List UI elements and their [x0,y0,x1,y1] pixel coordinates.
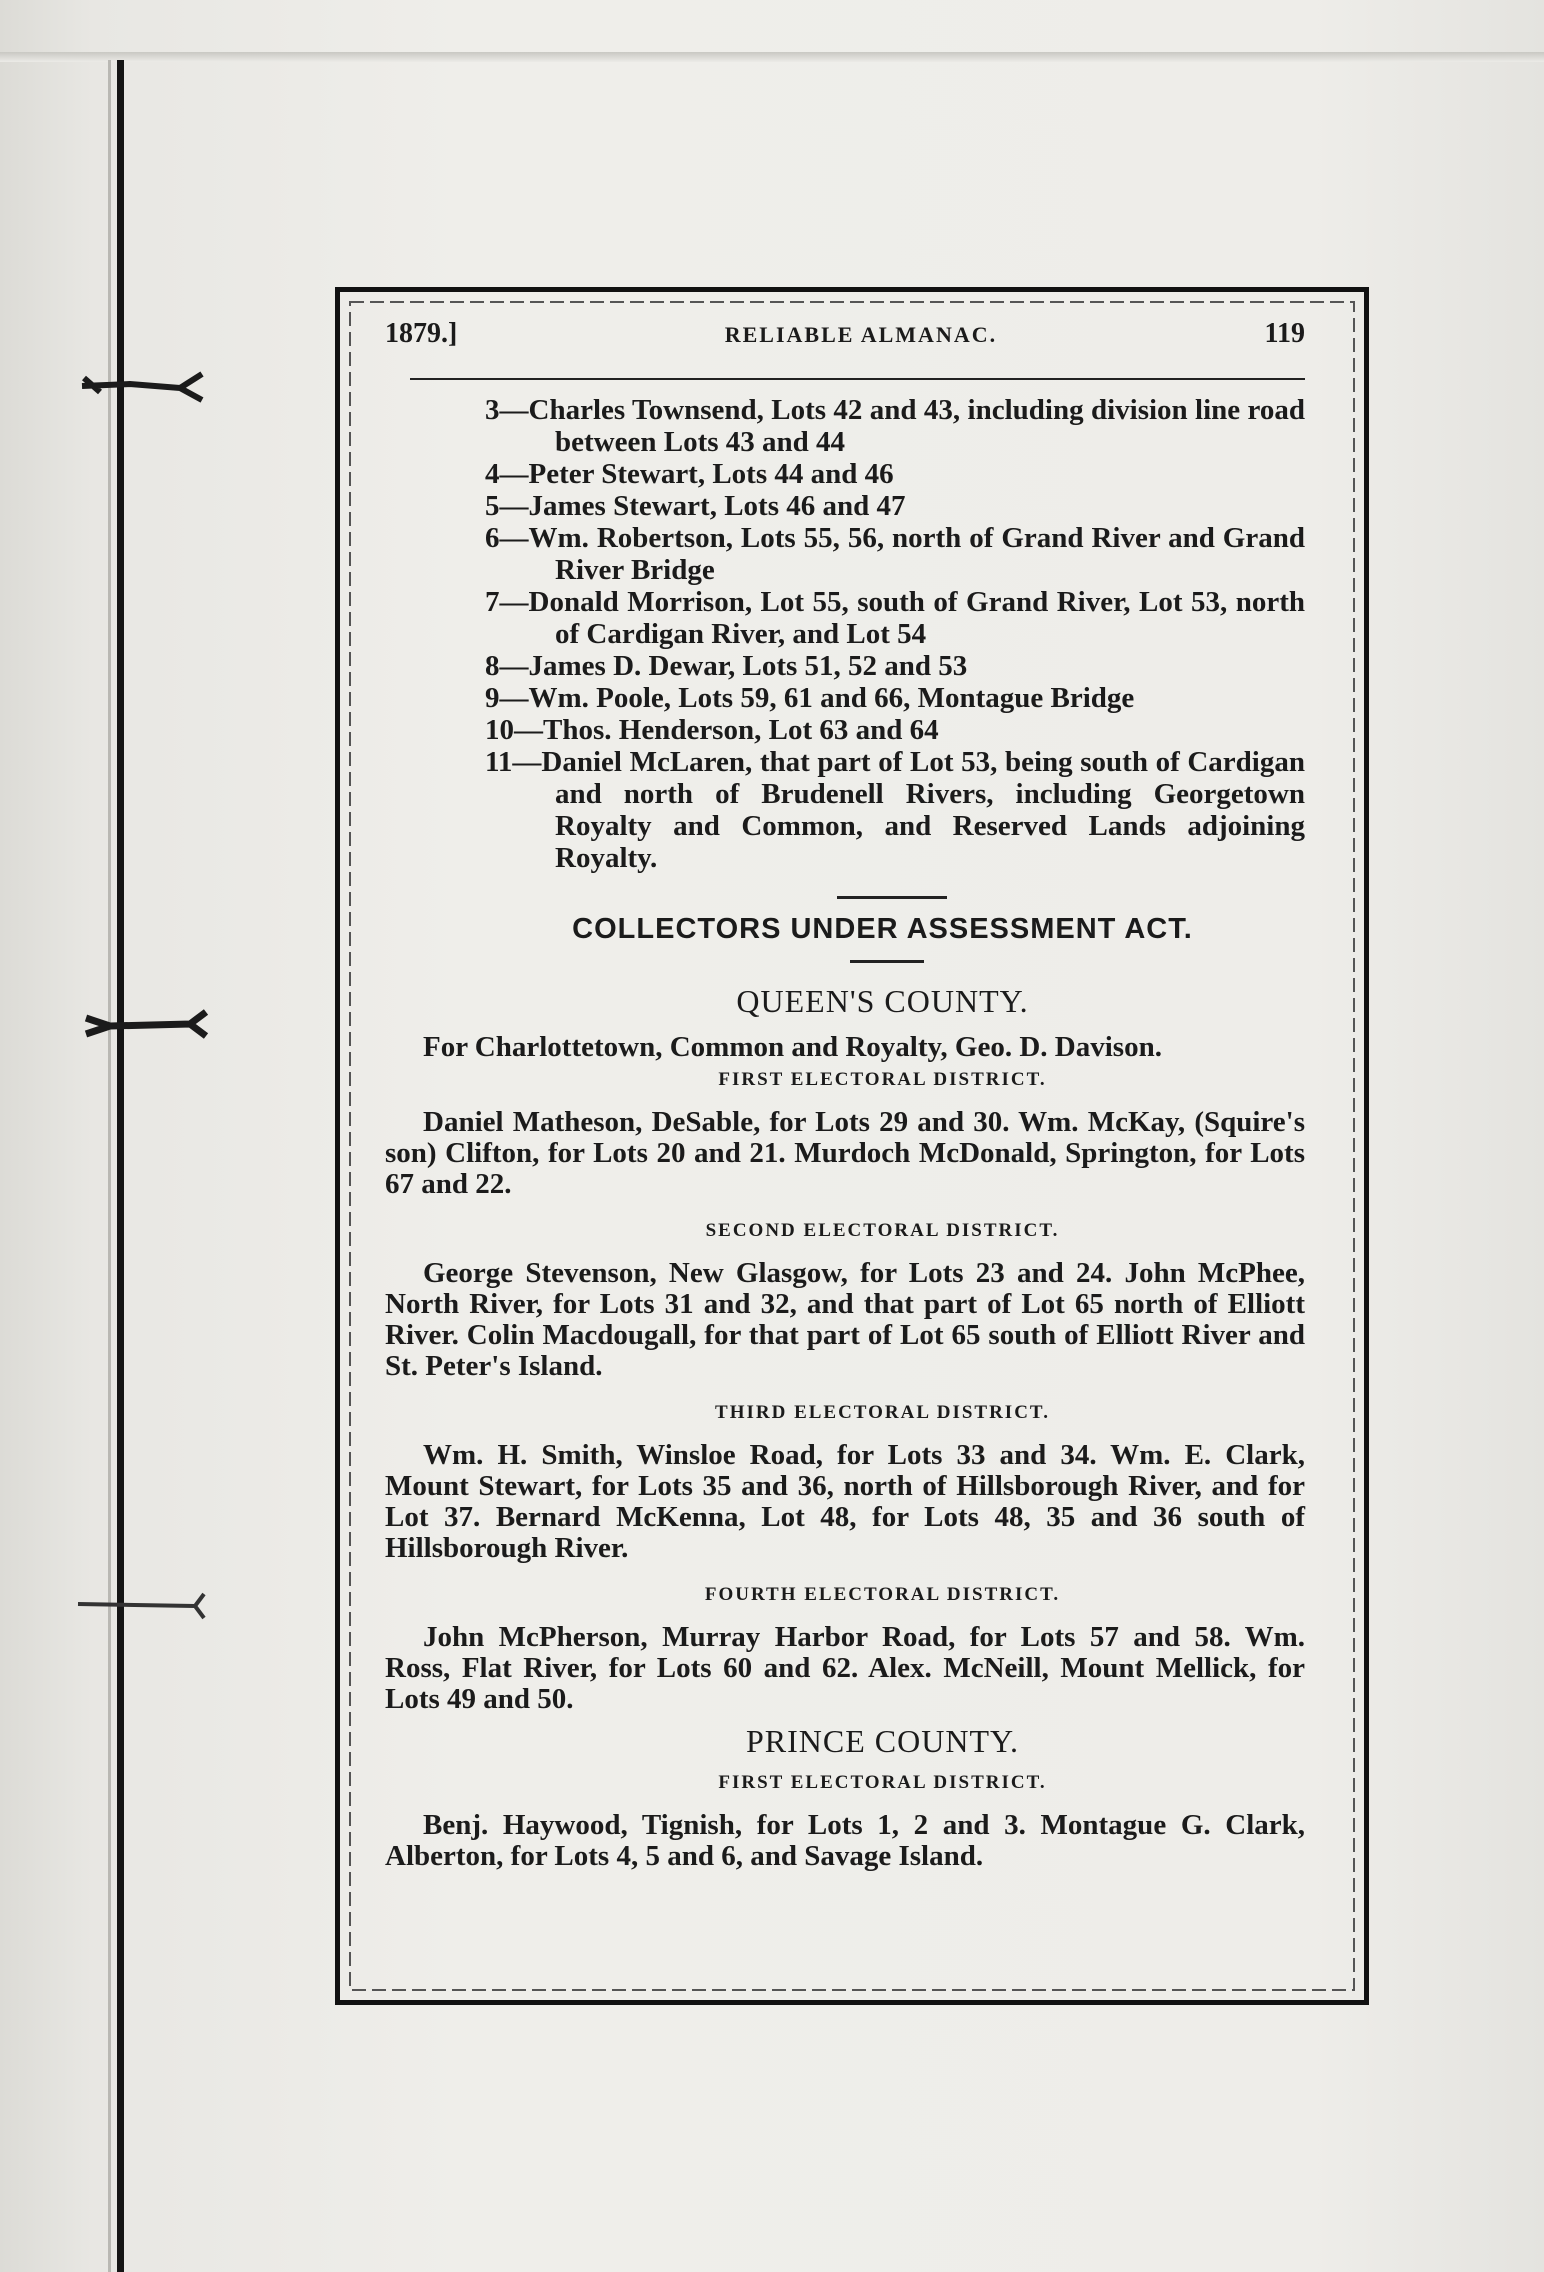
section-title: COLLECTORS UNDER ASSESSMENT ACT. [572,913,1193,945]
district-heading: THIRD ELECTORAL DISTRICT. [715,1402,1050,1423]
list-item: 8—James D. Dewar, Lots 51, 52 and 53 [485,650,968,682]
list-item: 6—Wm. Robertson, Lots 55, 56, north of Grand River and Grand River Bridge [485,522,1305,586]
header-title: RELIABLE ALMANAC. [724,322,998,347]
paragraph-district: George Stevenson, New Glasgow, for Lots 23 and 24. John McPhee, North River, for Lots 31 and 32, and that part of Lot 65 north of Elliott River. Colin Macdougall, for that part of Lot 65 south of Elliott River and St. Peter's Island. [385,1257,1305,1382]
paragraph-district: Benj. Haywood, Tignish, for Lots 1, 2 and 3. Montague G. Clark, Alberton, for Lots 4, 5 and 6, and Savage Island. [385,1809,1305,1872]
paragraph-charlottetown: For Charlottetown, Common and Royalty, Geo. D. Davison. [423,1031,1162,1063]
paragraph-district: John McPherson, Murray Harbor Road, for Lots 57 and 58. Wm. Ross, Flat River, for Lots 60 and 62. Alex. McNeill, Mount Mellick, for Lots 49 and 50. [385,1621,1305,1715]
list-item: 3—Charles Townsend, Lots 42 and 43, including division line road between Lots 43 and 44 [485,394,1305,458]
list-item: 5—James Stewart, Lots 46 and 47 [485,490,906,522]
paragraph-district: Daniel Matheson, DeSable, for Lots 29 and 30. Wm. McKay, (Squire's son) Clifton, for Lots 20 and 21. Murdoch McDonald, Springton, for Lots 67 and 22. [385,1106,1305,1200]
district-heading: SECOND ELECTORAL DISTRICT. [705,1220,1060,1241]
paragraph-district: Wm. H. Smith, Winsloe Road, for Lots 33 and 34. Wm. E. Clark, Mount Stewart, for Lots 35 and 36, north of Hillsborough River, and for Lot 37. Bernard McKenna, Lot 48, for Lots 48, 35 and 36 south of Hillsborough River. [385,1439,1305,1564]
district-heading: FIRST ELECTORAL DISTRICT. [718,1772,1047,1793]
page-content [385,318,1305,1892]
title-rule [850,960,924,963]
county-heading-queens: QUEEN'S COUNTY. [736,983,1029,1019]
list-item: 9—Wm. Poole, Lots 59, 61 and 66, Montague Bridge [485,682,1135,714]
list-item: 4—Peter Stewart, Lots 44 and 46 [485,458,894,490]
page-number: 119 [1264,318,1305,349]
binding-stitch-icon [70,366,210,406]
running-head [385,318,1305,368]
page-top-edge [0,52,1544,62]
header-year: 1879.] [385,318,458,349]
section-divider [837,896,947,899]
header-rule [410,378,1305,380]
binding-stitch-icon [70,1004,210,1044]
district-heading: FIRST ELECTORAL DISTRICT. [718,1069,1047,1090]
list-item: 11—Daniel McLaren, that part of Lot 53, being south of Cardigan and north of Brudenell Rivers, including Georgetown Royalty and Common, and Reserved Lands adjoining Royalty. [485,746,1305,874]
binding-stitch-icon [70,1584,210,1624]
list-item: 10—Thos. Henderson, Lot 63 and 64 [485,714,939,746]
district-heading: FOURTH ELECTORAL DISTRICT. [704,1584,1061,1605]
list-item: 7—Donald Morrison, Lot 55, south of Grand River, Lot 53, north of Cardigan River, and Lot 54 [485,586,1305,650]
county-heading-prince: PRINCE COUNTY. [746,1723,1019,1759]
collector-list [485,394,1305,874]
